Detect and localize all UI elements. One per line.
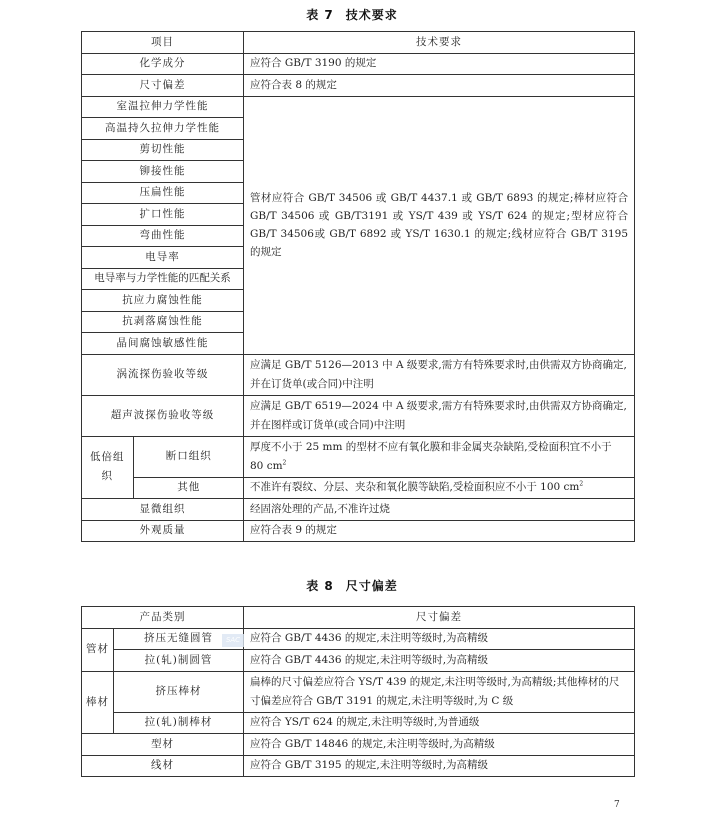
table-row [82,520,635,542]
row-requirement: 应符合表 9 的规定 [244,520,635,542]
row-item: 抗剥落腐蚀性能 [82,311,244,333]
table-row [82,734,635,756]
bar-group-label: 棒材 [82,671,114,734]
other-requirement-text: 不准许有裂纹、分层、夹杂和氧化膜等缺陷,受检面积应不小于 100 cm [250,481,580,494]
table-row [82,712,635,734]
row-item: 电导率与力学性能的匹配关系 [82,268,244,290]
table-row [82,628,635,650]
row-requirement: 应满足 GB/T 5126—2013 中 A 级要求,需方有特殊要求时,由供需双方协商确定,并在订货单(或合同)中注明 [244,354,635,395]
row-item: 尺寸偏差 [82,75,244,97]
table-header-row [82,32,635,54]
row-item: 弯曲性能 [82,225,244,247]
row-item: 压扁性能 [82,182,244,204]
property-group-requirement: 管材应符合 GB/T 34506 或 GB/T 4437.1 或 GB/T 6893 的规定;棒材应符合 GB/T 34506 或 GB/T3191 或 YS/T 439 或 YS/T 624 的规定;型材应符合 GB/T 34506或 GB/T 6892 或 YS/T 1630.1 的规定;线材应符合 GB/T 3195 的规定 [244,96,635,354]
other-requirement [244,477,635,499]
header-item: 项目 [82,32,244,54]
table-row [82,75,635,97]
table-header-row [82,607,635,629]
row-requirement: 应符合表 8 的规定 [244,75,635,97]
table-row [82,354,635,395]
row-item: 化学成分 [82,53,244,75]
row-requirement: 经固溶处理的产品,不准许过烧 [244,499,635,521]
table-7-number: 表 7 [306,8,334,22]
table-row [82,499,635,521]
row-item: 拉(轧)制圆管 [114,650,244,672]
row-item: 高温持久拉伸力学性能 [82,118,244,140]
table-8-title: 尺寸偏差 [345,579,398,593]
table-row [82,755,635,777]
row-deviation: 应符合 GB/T 3195 的规定,未注明等级时,为高精级 [244,755,635,777]
row-deviation: 应符合 GB/T 4436 的规定,未注明等级时,为高精级 [244,650,635,672]
fracture-sup: 2 [282,459,287,466]
row-item: 外观质量 [82,520,244,542]
row-requirement: 应满足 GB/T 6519—2024 中 A 级要求,需方有特殊要求时,由供需双方协商确定,并在图样或订货单(或合同)中注明 [244,395,635,436]
macro-group-label: 低倍组织 [82,437,133,499]
table-7-caption [0,6,704,23]
tube-group-label: 管材 [82,628,114,671]
header-requirement: 技术要求 [244,32,635,54]
table-row [82,395,635,436]
table-row [82,650,635,672]
table-7-title: 技术要求 [345,8,398,22]
row-item: 超声波探伤验收等级 [82,395,244,436]
row-item: 型材 [82,734,244,756]
row-requirement: 应符合 GB/T 3190 的规定 [244,53,635,75]
sac-watermark-logo: SAC [222,634,244,647]
row-item: 晶间腐蚀敏感性能 [82,333,244,355]
row-item: 显微组织 [82,499,244,521]
fracture-requirement [244,436,635,477]
macro-subtable [82,437,244,499]
row-deviation: 应符合 YS/T 624 的规定,未注明等级时,为普通级 [244,712,635,734]
table-row [82,436,635,477]
row-item: 抗应力腐蚀性能 [82,290,244,312]
dimension-deviation-table [81,606,635,777]
row-item: 扩口性能 [82,204,244,226]
row-item: 挤压无缝圆管 [114,628,244,650]
fracture-item: 断口组织 [133,437,244,478]
row-item: 线材 [82,755,244,777]
row-item: 室温拉伸力学性能 [82,96,244,118]
table-8-caption [0,577,704,594]
row-item: 涡流探伤验收等级 [82,354,244,395]
table-row [82,96,635,118]
row-deviation: 应符合 GB/T 4436 的规定,未注明等级时,为高精级 [244,628,635,650]
header-deviation: 尺寸偏差 [244,607,635,629]
row-item: 挤压棒材 [114,671,244,712]
row-deviation: 扁棒的尺寸偏差应符合 YS/T 439 的规定,未注明等级时,为高精级;其他棒材的尺寸偏差应符合 GB/T 3191 的规定,未注明等级时,为 C 级 [244,671,635,712]
table-row [82,671,635,712]
other-item: 其他 [133,477,244,498]
row-item: 拉(轧)制棒材 [114,712,244,734]
table-8-number: 表 8 [306,579,334,593]
table-row [82,53,635,75]
row-item: 铆接性能 [82,161,244,183]
header-category: 产品类别 [82,607,244,629]
other-sup: 2 [579,480,584,488]
fracture-requirement-text: 厚度不小于 25 mm 的型材不应有氧化膜和非金属夹杂缺陷,受检面积宜不小于 80 cm [250,440,612,472]
page-number: 7 [614,800,620,810]
technical-requirements-table [81,31,635,542]
row-deviation: 应符合 GB/T 14846 的规定,未注明等级时,为高精级 [244,734,635,756]
row-item: 剪切性能 [82,139,244,161]
row-item: 电导率 [82,247,244,269]
macro-group-cell [82,436,244,499]
